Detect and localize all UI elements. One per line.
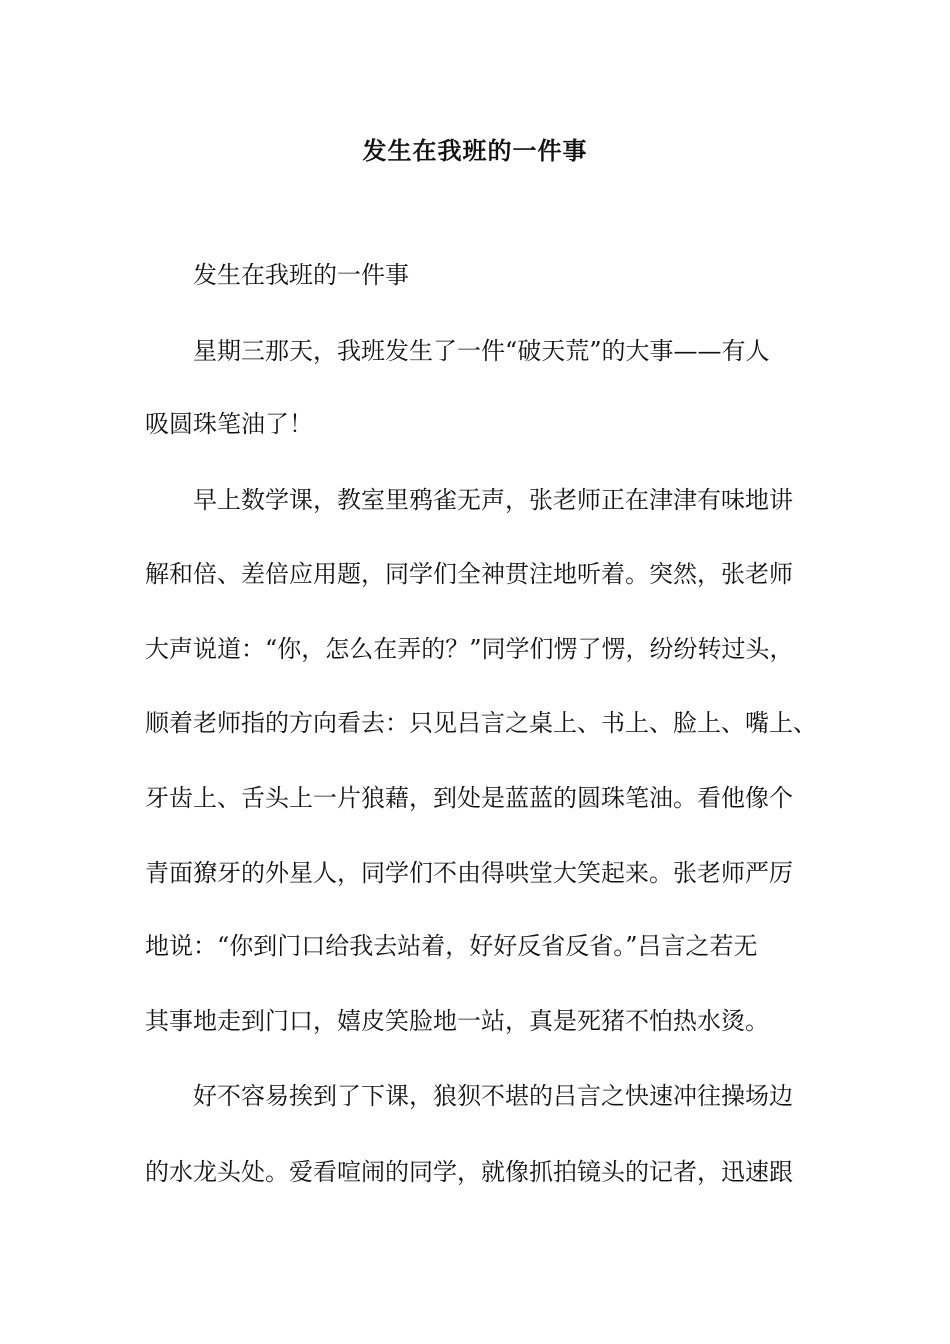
body-line: 大声说道：“你，怎么在弄的？”同学们愣了愣，纷纷转过头， [145,635,794,663]
body-line: 好不容易挨到了下课，狼狈不堪的吕言之快速冲往操场边 [193,1082,793,1110]
subtitle-line: 发生在我班的一件事 [193,261,409,289]
body-line: 地说：“你到门口给我去站着，好好反省反省。”吕言之若无 [145,932,758,960]
body-line: 早上数学课，教室里鸦雀无声，张老师正在津津有味地讲 [193,486,793,514]
body-line: 青面獠牙的外星人，同学们不由得哄堂大笑起来。张老师严厉 [145,859,793,887]
body-line: 吸圆珠笔油了！ [145,410,313,438]
document-title: 发生在我班的一件事 [362,136,588,165]
body-line: 其事地走到门口，嬉皮笑脸地一站，真是死猪不怕热水烫。 [145,1007,769,1035]
body-line: 牙齿上、舌头上一片狼藉，到处是蓝蓝的圆珠笔油。看他像个 [145,784,793,812]
body-line: 的水龙头处。爱看喧闹的同学，就像抓拍镜头的记者，迅速跟 [145,1158,793,1186]
body-line: 解和倍、差倍应用题，同学们全神贯注地听着。突然，张老师 [145,560,793,588]
body-line: 顺着老师指的方向看去：只见吕言之桌上、书上、脸上、嘴上、 [145,709,817,737]
body-line: 星期三那天，我班发生了一件“破天荒”的大事——有人 [193,337,770,365]
